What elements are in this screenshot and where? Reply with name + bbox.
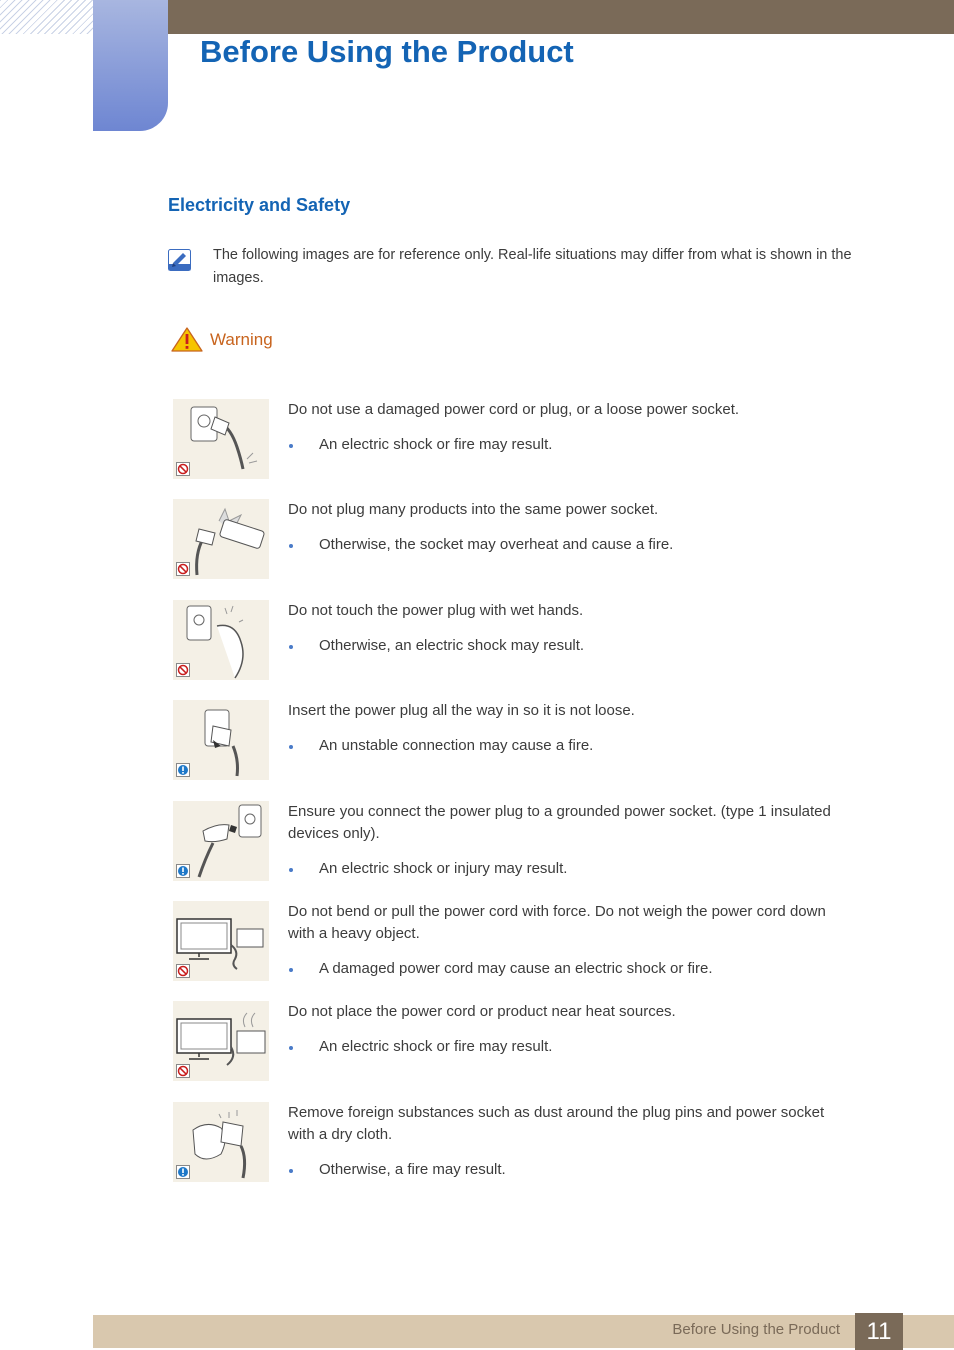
illustration-plug-inserted [173, 700, 269, 780]
mandatory-icon [176, 763, 190, 777]
item-instruction: Do not plug many products into the same power socket. [288, 501, 659, 518]
item-consequence: Otherwise, the socket may overheat and cause a fire. [319, 536, 674, 553]
bullet-dot [289, 1169, 293, 1173]
page-number: 11 [855, 1313, 903, 1350]
bullet-dot [289, 444, 293, 448]
mandatory-icon [176, 864, 190, 878]
prohibited-icon [176, 462, 190, 476]
prohibited-icon [176, 562, 190, 576]
bullet-dot [289, 868, 293, 872]
chapter-tab [93, 0, 168, 131]
item-consequence: An unstable connection may cause a fire. [319, 737, 594, 754]
item-consequence: A damaged power cord may cause an electric shock or fire. [319, 960, 713, 977]
bullet-dot [289, 745, 293, 749]
bullet-dot [289, 1046, 293, 1050]
page-title: Before Using the Product [200, 34, 574, 69]
prohibited-icon [176, 1064, 190, 1078]
illustration-damaged-plug [173, 399, 269, 479]
prohibited-icon [176, 964, 190, 978]
section-title: Electricity and Safety [168, 195, 351, 215]
header-hatch-pattern [0, 0, 93, 34]
item-instruction: Do not touch the power plug with wet hands. [288, 602, 584, 619]
illustration-cleaning-plug [173, 1102, 269, 1182]
bullet-dot [289, 645, 293, 649]
item-instruction: Do not place the power cord or product near heat sources. [288, 1003, 676, 1020]
mandatory-icon [176, 1165, 190, 1179]
header-bar [168, 0, 954, 34]
illustration-monitor-heat [173, 1001, 269, 1081]
item-consequence: An electric shock or injury may result. [319, 860, 568, 877]
item-instruction: Remove foreign substances such as dust around the plug pins and power socket with a dry cloth. [288, 1104, 825, 1143]
item-consequence: Otherwise, an electric shock may result. [319, 637, 585, 654]
item-instruction: Do not use a damaged power cord or plug, or a loose power socket. [288, 401, 740, 418]
illustration-power-strip [173, 499, 269, 579]
footer-chapter-title: Before Using the Product [672, 1321, 840, 1338]
item-consequence: Otherwise, a fire may result. [319, 1161, 506, 1178]
item-instruction: Insert the power plug all the way in so it is not loose. [288, 702, 635, 719]
bullet-dot [289, 968, 293, 972]
note-text: The following images are for reference only. Real-life situations may differ from what is shown in the images. [213, 247, 852, 286]
illustration-grounded-socket [173, 801, 269, 881]
item-consequence: An electric shock or fire may result. [319, 1038, 553, 1055]
warning-label: Warning [210, 330, 273, 349]
illustration-wet-hand [173, 600, 269, 680]
item-consequence: An electric shock or fire may result. [319, 436, 553, 453]
note-pencil-icon [168, 249, 191, 271]
item-instruction: Do not bend or pull the power cord with force. Do not weigh the power cord down with a heavy object. [288, 903, 826, 942]
warning-triangle-icon [171, 327, 203, 352]
item-instruction: Ensure you connect the power plug to a grounded power socket. (type 1 insulated devices only). [288, 803, 831, 842]
illustration-monitor-bent-cord [173, 901, 269, 981]
prohibited-icon [176, 663, 190, 677]
bullet-dot [289, 544, 293, 548]
